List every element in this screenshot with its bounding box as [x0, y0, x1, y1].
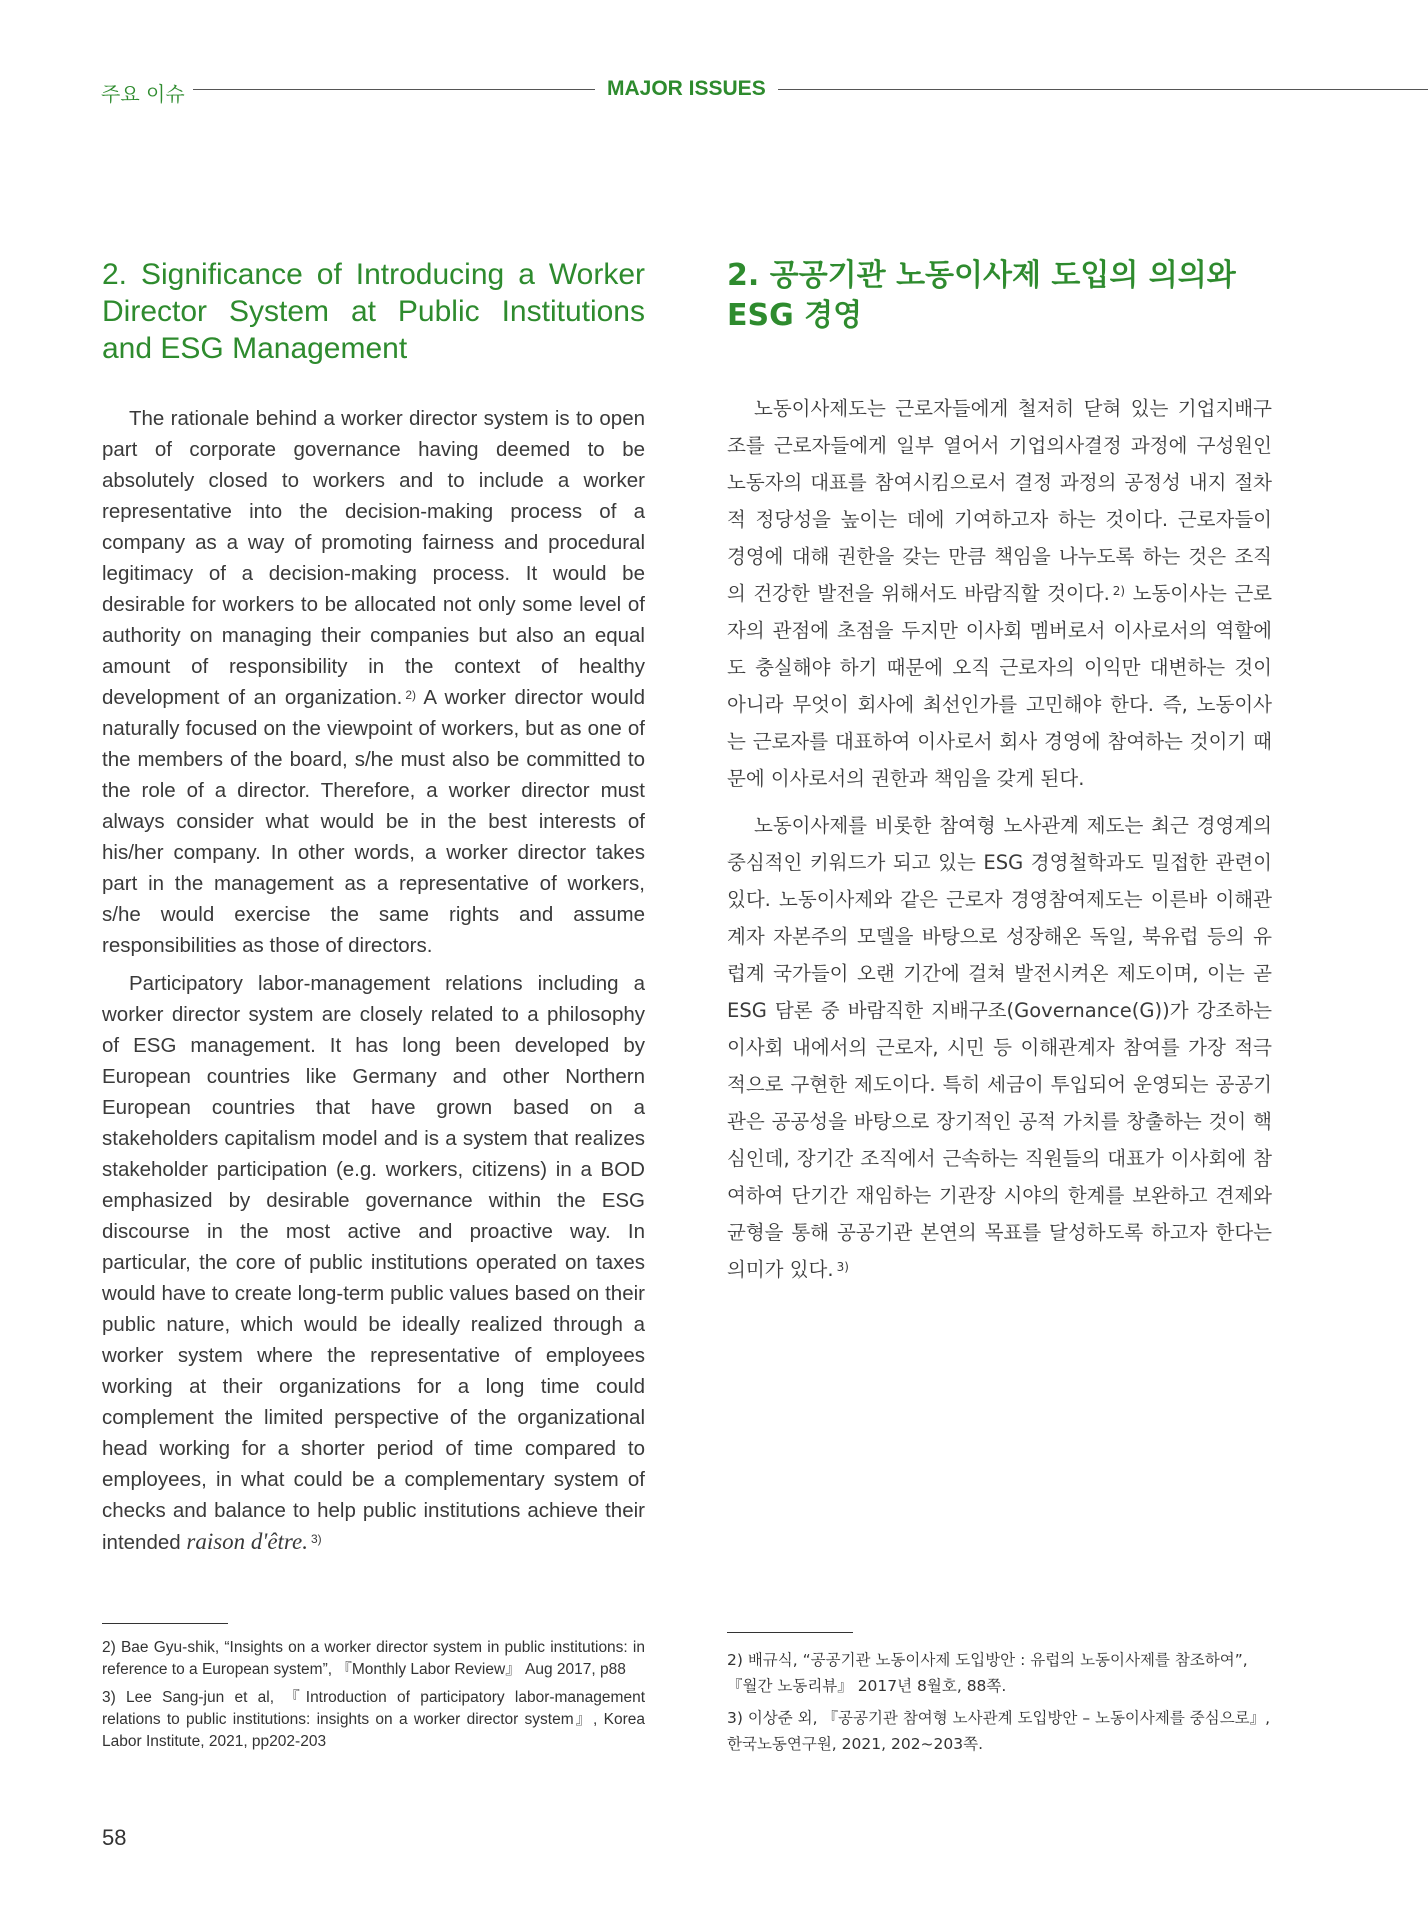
footnote-en-3: 3) Lee Sang-jun et al, 『Introduction of participatory labor-management relations to public institutions: insights on a worker director system』, Korea Labor Institute, 2021, pp202-203: [102, 1689, 645, 1750]
english-p1-rest: A worker director would naturally focused on the viewpoint of workers, but as one of the members of the board, s/he must also be committed to the role of a director. Therefore, a worker director must always consider what would be in the best interests of his/her company. In other words, a worker director takes part in the management as a representative of workers, s/he would exercise the same rights and assume responsibilities as those of directors.: [102, 686, 645, 957]
footnote-kr-3: 3) 이상준 외, 『공공기관 참여형 노사관계 도입방안 – 노동이사제를 중심으로』, 한국노동연구원, 2021, 202~203쪽.: [727, 1709, 1271, 1753]
english-section-title: 2. Significance of Introducing a Worker Director System at Public Institutions and ESG Management: [102, 258, 645, 365]
english-p2-end: .: [302, 1529, 308, 1554]
english-p2-french: raison d'être: [186, 1529, 303, 1554]
footnote-ref-3-kr: 3): [836, 1260, 849, 1274]
korean-paragraph-1: [727, 390, 1272, 797]
footnote-ref-2: 2): [405, 688, 416, 702]
footnote-rule-en: [102, 1623, 228, 1624]
korean-p1-rest: 노동이사는 근로자의 관점에 초점을 두지만 이사회 멤버로서 이사로서의 역할에도 충실해야 하기 때문에 오직 근로자의 이익만 대변하는 것이 아니라 무엇이 회사에 최선인가를 고민해야 한다. 즉, 노동이사는 근로자를 대표하여 이사로서 회사 경영에 참여하는 것이기 때문에 이사로서의 권한과 책임을 갖게 된다.: [727, 582, 1272, 790]
english-column: [102, 256, 645, 1565]
header-rule-left: [193, 89, 595, 90]
korean-p1-text: 노동이사제도는 근로자들에게 철저히 닫혀 있는 기업지배구조를 근로자들에게 일부 열어서 기업의사결정 과정에 구성원인 노동자의 대표를 참여시킴으로서 결정 과정의 공정성 내지 절차적 정당성을 높이는 데에 기여하고자 하는 것이다. 근로자들이 경영에 대해 권한을 갖는 만큼 책임을 나누도록 하는 것은 조직의 건강한 발전을 위해서도 바람직할 것이다.: [727, 397, 1272, 605]
english-body: [102, 403, 645, 1558]
english-paragraph-1: [102, 403, 645, 961]
running-header: [0, 72, 1428, 108]
footnote-ref-2-kr: 2): [1112, 584, 1126, 598]
korean-p2-text: 노동이사제를 비롯한 참여형 노사관계 제도는 최근 경영계의 중심적인 키워드가 되고 있는 ESG 경영철학과도 밀접한 관련이 있다. 노동이사제와 같은 근로자 경영참여제도는 이른바 이해관계자 자본주의 모델을 바탕으로 성장해온 독일, 북유럽 등의 유럽계 국가들이 오랜 기간에 걸쳐 발전시켜온 제도이며, 이는 곧 ESG 담론 중 바람직한 지배구조(Governance(G))가 강조하는 이사회 내에서의 근로자, 시민 등 이해관계자 참여를 가장 적극적으로 구현한 제도이다. 특히 세금이 투입되어 운영되는 공공기관은 공공성을 바탕으로 장기적인 공적 가치를 창출하는 것이 핵심인데, 장기간 조직에서 근속하는 직원들의 대표가 이사회에 참여하여 단기간 재임하는 기관장 시야의 한계를 보완하고 견제와 균형을 통해 공공기관 본연의 목표를 달성하도록 하고자 한다는 의미가 있다.: [727, 814, 1272, 1281]
english-p2-text: Participatory labor-management relations including a worker director system are closely related to a philosophy of ESG management. It has long been developed by European countries like Germany and other Northern European countries that have grown based on a stakeholders capitalism model and is a system that realizes stakeholder participation (e.g. workers, citizens) in a BOD emphasized by desirable governance within the ESG discourse in the most active and proactive way. In particular, the core of public institutions operated on taxes would have to create long-term public values based on their public nature, which would be ideally realized through a worker system where the representative of employees working at their organizations for a long time could complement the limited perspective of the organizational head working for a shorter period of time compared to employees, in what could be a complementary system of checks and balance to help public institutions achieve their intended: [102, 972, 645, 1554]
header-rule-right: [778, 89, 1428, 90]
footnote-en-2: 2) Bae Gyu-shik, “Insights on a worker director system in public institutions: in reference to a European system”, 『Monthly Labor Review』 Aug 2017, p88: [102, 1639, 645, 1678]
english-p1-text: The rationale behind a worker director system is to open part of corporate governance having deemed to be absolutely closed to workers and to include a worker representative into the decision-making process of a company as a way of promoting fairness and procedural legitimacy of a decision-making process. It would be desirable for workers to be allocated not only some level of authority on managing their companies but also an equal amount of responsibility in the context of healthy development of an organization.: [102, 407, 645, 709]
english-paragraph-2: [102, 968, 645, 1558]
korean-footnotes: [727, 1647, 1272, 1763]
korean-column: [727, 256, 1272, 1298]
footnote-rule-kr: [727, 1632, 853, 1633]
english-footnotes: [102, 1637, 645, 1759]
header-section-kr: 주요 이슈: [101, 82, 185, 106]
korean-paragraph-2: [727, 807, 1272, 1288]
footnote-ref-3: 3): [311, 1532, 322, 1546]
page-number: 58: [102, 1825, 127, 1850]
header-section-en: MAJOR ISSUES: [607, 77, 766, 100]
korean-section-title: 2. 공공기관 노동이사제 도입의 의의와 ESG 경영: [727, 258, 1236, 333]
footnote-kr-2: 2) 배규식, “공공기관 노동이사제 도입방안 : 유럽의 노동이사제를 참조하여”, 『월간 노동리뷰』 2017년 8월호, 88쪽.: [727, 1651, 1248, 1695]
korean-body: [727, 390, 1272, 1288]
